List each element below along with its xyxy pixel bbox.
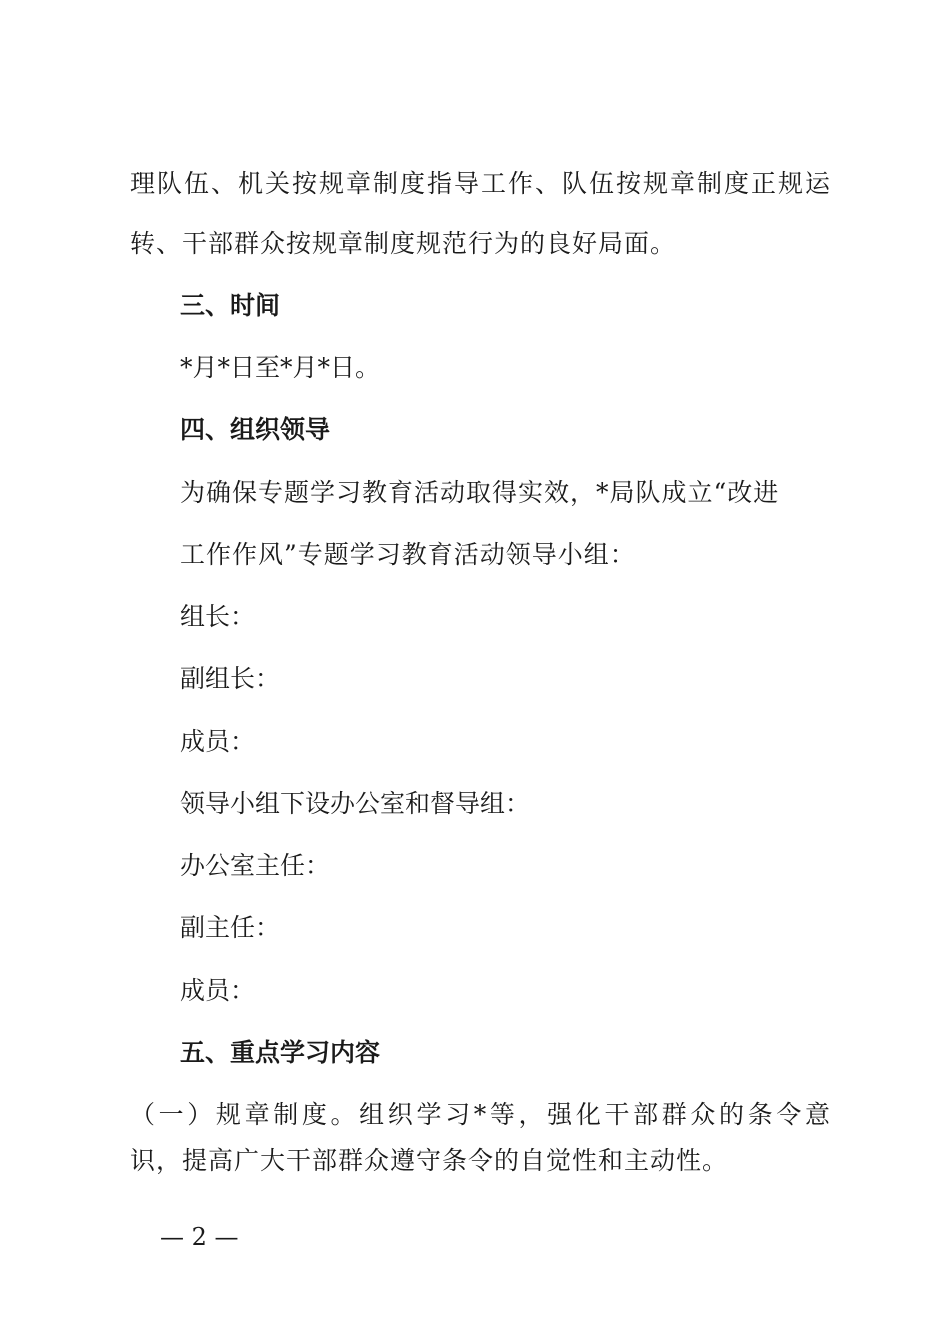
intro-line-1: 理队伍、机关按规章制度指导工作、队伍按规章制度正规运: [130, 169, 830, 198]
section-3-heading: 三、时间: [180, 291, 281, 320]
page-number: — 2 —: [160, 1223, 239, 1251]
section-4-heading: 四、组织领导: [180, 415, 331, 444]
section-5-item-1-line-2: 识，提高广大干部群众遵守条令的自觉性和主动性。: [130, 1146, 729, 1175]
section-3-text: *月*日至*月*日。: [180, 353, 381, 382]
intro-line-2: 转、干部群众按规章制度规范行为的良好局面。: [130, 229, 677, 258]
section-5-item-1-line-1: （一）规章制度。组织学习*等，强化干部群众的条令意: [130, 1100, 830, 1129]
office-director-label: 办公室主任：: [180, 851, 331, 880]
section-4-paragraph-line-2: 工作作风”专题学习教育活动领导小组：: [180, 540, 636, 569]
section-5-heading: 五、重点学习内容: [180, 1038, 381, 1067]
group-leader-label: 组长：: [180, 602, 256, 631]
members-label-2: 成员：: [180, 976, 256, 1005]
deputy-director-label: 副主任：: [180, 913, 281, 942]
deputy-group-leader-label: 副组长：: [180, 664, 281, 693]
sub-office-intro: 领导小组下设办公室和督导组：: [180, 789, 531, 818]
members-label-1: 成员：: [180, 727, 256, 756]
section-4-paragraph-line-1: 为确保专题学习教育活动取得实效，*局队成立“改进: [180, 478, 780, 507]
